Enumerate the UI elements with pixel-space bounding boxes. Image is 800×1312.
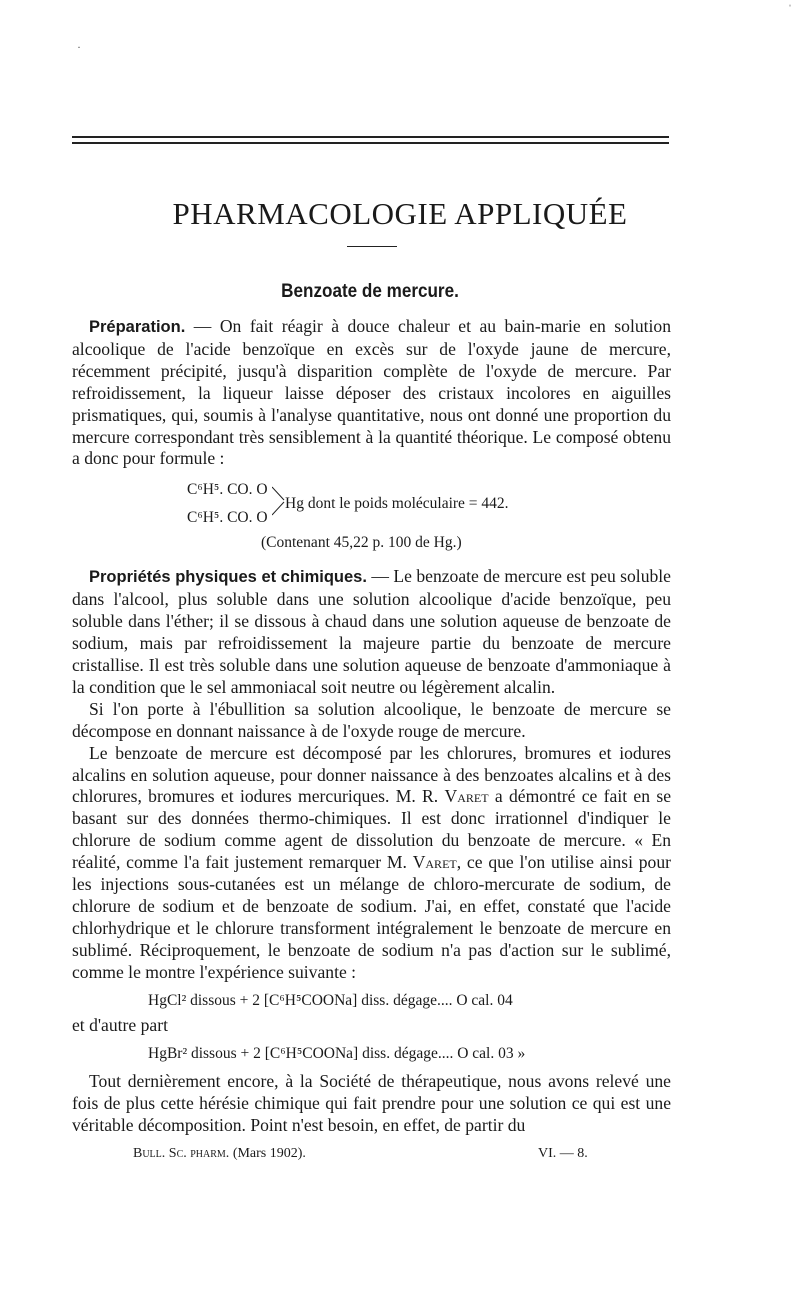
footer-journal: Bull. Sc. pharm. xyxy=(133,1146,230,1161)
page-title: PHARMACOLOGIE APPLIQUÉE xyxy=(172,196,628,231)
footer-sheet-signature: VI. — 8. xyxy=(538,1146,588,1161)
decomposition-text-2: a démontré ce fait en se basant sur des données thermo-chimiques. Il est donc irrationnel d'indiquer le chlorure de sodium comme agent de dissolution du benzoate de mercure. « En réalité, comme l'a fait justement remarquer M. xyxy=(72,786,671,873)
formula-line-1: C⁶H⁵. CO. O xyxy=(187,481,268,499)
paragraph-preparation xyxy=(72,316,671,470)
footer-citation xyxy=(133,1146,306,1162)
section-heading-properties: Propriétés physiques et chimiques. xyxy=(89,568,367,587)
decomposition-text-1: Le benzoate de mercure est décomposé par les chlorures, bromures et iodures alcalins en solution aqueuse, pour donner naissance à des benzoates alcalins et à des chlorures, bromures et iodures mercuriques. M. R. xyxy=(72,742,671,807)
scan-edge-mark: ˈ xyxy=(788,2,792,16)
paragraph-therapeutique: Tout dernièrement encore, à la Société de thérapeutique, nous avons relevé une fois de plus cette hérésie chimique qui fait prendre pour une solution ce qui est une véritable décomposition. Point n'est besoin, en effet, de partir du xyxy=(72,1071,671,1136)
paragraph-properties xyxy=(72,566,671,698)
footer-date: (Mars 1902). xyxy=(232,1146,306,1161)
article-title: Benzoate de mercure. xyxy=(281,281,459,302)
formula-note: (Contenant 45,22 p. 100 de Hg.) xyxy=(261,534,462,552)
title-divider xyxy=(347,246,397,247)
paragraph-decomposition xyxy=(72,743,671,984)
decomposition-text-3: , ce que l'on utilise ainsi pour les injections sous-cutanées est un mélange de chloro-mercurate de sodium, de chlorure de sodium et de benzoate de sodium. J'ai, en effet, constaté que l'acide chlorhydrique et le chlorure transforment intégralement le benzoate de mercure en sublimé. Réciproquement, le benzoate de sodium n'a pas d'action sur le sublimé, comme le montre l'expérience suivante : xyxy=(72,852,672,982)
header-double-rule-top xyxy=(72,136,669,138)
article-body xyxy=(72,316,671,1137)
connector-text: et d'autre part xyxy=(72,1015,168,1036)
formula-line-2: C⁶H⁵. CO. O xyxy=(187,509,268,527)
author-name-varet-2: Varet xyxy=(412,852,457,873)
formula-hg-text: Hg dont le poids moléculaire = 442. xyxy=(285,495,509,513)
chemical-formula xyxy=(72,474,671,560)
section-heading-preparation: Préparation. xyxy=(89,318,186,336)
header-double-rule-bottom xyxy=(72,142,669,144)
formula-bracket xyxy=(272,486,286,516)
paragraph-ebullition: Si l'on porte à l'ébullition sa solution alcoolique, le benzoate de mercure se décompose en donnant naissance à de l'oxyde rouge de mercure. xyxy=(72,698,671,741)
author-name-varet: Varet xyxy=(444,786,489,807)
properties-text: — Le benzoate de mercure est peu soluble dans l'alcool, plus soluble dans une solution alcoolique d'acide benzoïque, peu soluble dans l'éther; il se dissous à chaud dans une solution aqueuse de benzoate de sodium, mais par refroidissement la majeure partie du benzoate de mercure cristallise. Il est très soluble dans une solution aqueuse de benzoate d'ammoniaque à la condition que le sel ammoniacal soit neutre ou légèrement alcalin. xyxy=(72,566,671,697)
equation-hgbr2: HgBr² dissous + 2 [C⁶H⁵COONa] diss. dégage.... O cal. 03 » xyxy=(148,1045,526,1063)
preparation-text: — On fait réagir à douce chaleur et au bain-marie en solution alcoolique de l'acide benzoïque en excès sur de l'oxyde jaune de mercure, récemment précipité, jusqu'à disparition complète de l'oxyde de mercure. Par refroidissement, la liqueur laisse déposer des cristaux incolores en aiguilles prismatiques, qui, soumis à l'analyse quantitative, nous ont donné une proportion du mercure correspondant très sensiblement à la quantité théorique. Le composé obtenu a donc pour formule : xyxy=(72,316,671,469)
equation-hgcl2: HgCl² dissous + 2 [C⁶H⁵COONa] diss. dégage.... O cal. 04 xyxy=(148,991,513,1009)
scan-speck: · xyxy=(77,40,81,54)
